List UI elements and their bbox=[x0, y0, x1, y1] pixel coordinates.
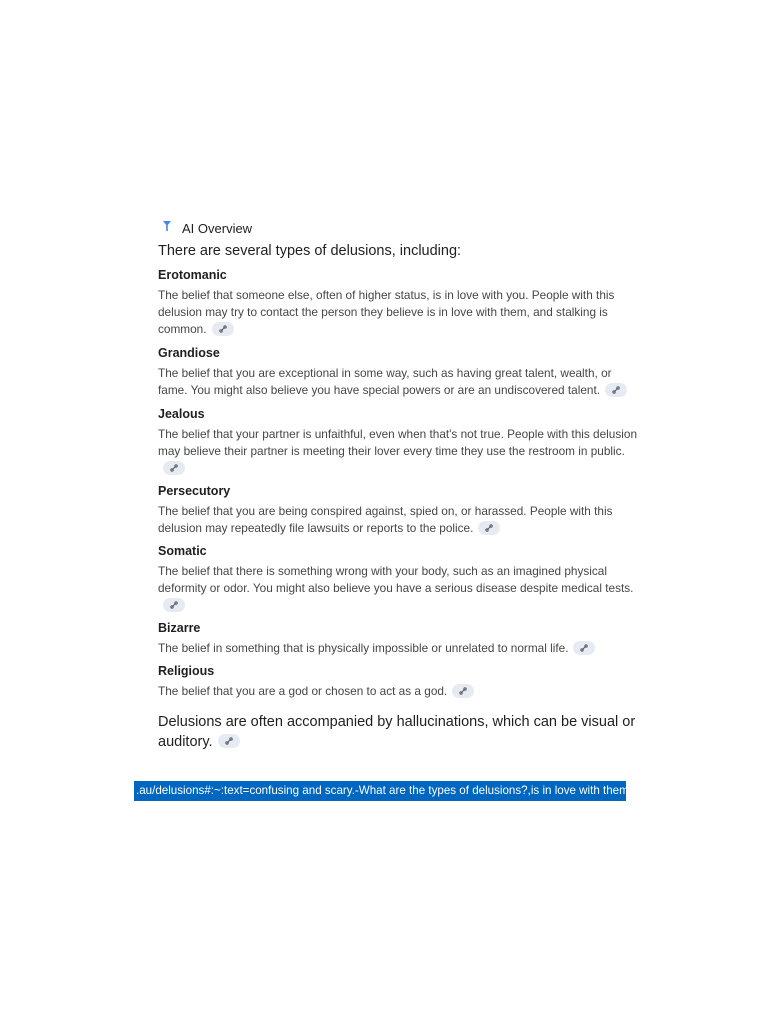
source-link-button[interactable] bbox=[163, 461, 185, 475]
item-title: Persecutory bbox=[158, 484, 231, 498]
intro-text: There are several types of delusions, including: bbox=[158, 243, 462, 259]
item-title: Erotomanic bbox=[158, 268, 227, 282]
link-icon bbox=[612, 386, 620, 394]
sparkle-icon bbox=[160, 218, 174, 232]
link-icon bbox=[170, 601, 178, 609]
source-link-button[interactable] bbox=[478, 521, 500, 535]
source-link-button[interactable] bbox=[573, 641, 595, 655]
url-tooltip-bar[interactable]: .au/delusions#:~:text=confusing and scary.-What are the types of delusions?,is in love with them. bbox=[134, 781, 626, 801]
source-link-button[interactable] bbox=[605, 383, 627, 397]
ai-overview-header bbox=[160, 212, 420, 236]
link-icon bbox=[580, 644, 588, 652]
item-title: Jealous bbox=[158, 407, 205, 421]
list-item-religious bbox=[158, 663, 638, 700]
item-title: Grandiose bbox=[158, 346, 220, 360]
link-icon bbox=[170, 464, 178, 472]
link-icon bbox=[225, 737, 233, 745]
item-title: Bizarre bbox=[158, 621, 201, 635]
item-description: The belief that you are a god or chosen to act as a god. bbox=[158, 684, 448, 698]
list-item-grandiose bbox=[158, 345, 638, 399]
link-icon bbox=[459, 687, 467, 695]
item-description: The belief that your partner is unfaithful, even when that's not true. People with this delusion may believe their partner is meeting their lover every time they use the restroom in public. bbox=[158, 427, 638, 458]
item-description: The belief that someone else, often of higher status, is in love with you. People with this delusion may try to contact the person they believe is in love with them, and stalking is common. bbox=[158, 288, 615, 336]
list-item-erotomanic bbox=[158, 267, 638, 338]
overview-content bbox=[158, 240, 638, 752]
source-link-button[interactable] bbox=[163, 598, 185, 612]
link-icon bbox=[485, 524, 493, 532]
item-description: The belief that you are exceptional in some way, such as having great talent, wealth, or fame. You might also believe you have special powers or are an undiscovered talent. bbox=[158, 366, 612, 397]
source-link-button[interactable] bbox=[212, 322, 234, 336]
list-item-persecutory bbox=[158, 483, 638, 537]
list-item-jealous bbox=[158, 406, 638, 477]
item-description: The belief that you are being conspired against, spied on, or harassed. People with this delusion may repeatedly file lawsuits or reports to the police. bbox=[158, 504, 613, 535]
source-link-button[interactable] bbox=[452, 684, 474, 698]
outro-text: Delusions are often accompanied by hallucinations, which can be visual or auditory. bbox=[158, 714, 636, 750]
item-description: The belief that there is something wrong with your body, such as an imagined physical deformity or odor. You might also believe you have a serious disease despite medical tests. bbox=[158, 564, 634, 595]
item-title: Religious bbox=[158, 664, 215, 678]
list-item-somatic bbox=[158, 543, 638, 614]
list-item-bizarre bbox=[158, 620, 638, 657]
link-icon bbox=[219, 325, 227, 333]
item-description: The belief in something that is physically impossible or unrelated to normal life. bbox=[158, 641, 569, 655]
item-title: Somatic bbox=[158, 544, 207, 558]
ai-overview-label: AI Overview bbox=[182, 221, 253, 236]
source-link-button[interactable] bbox=[218, 734, 240, 748]
